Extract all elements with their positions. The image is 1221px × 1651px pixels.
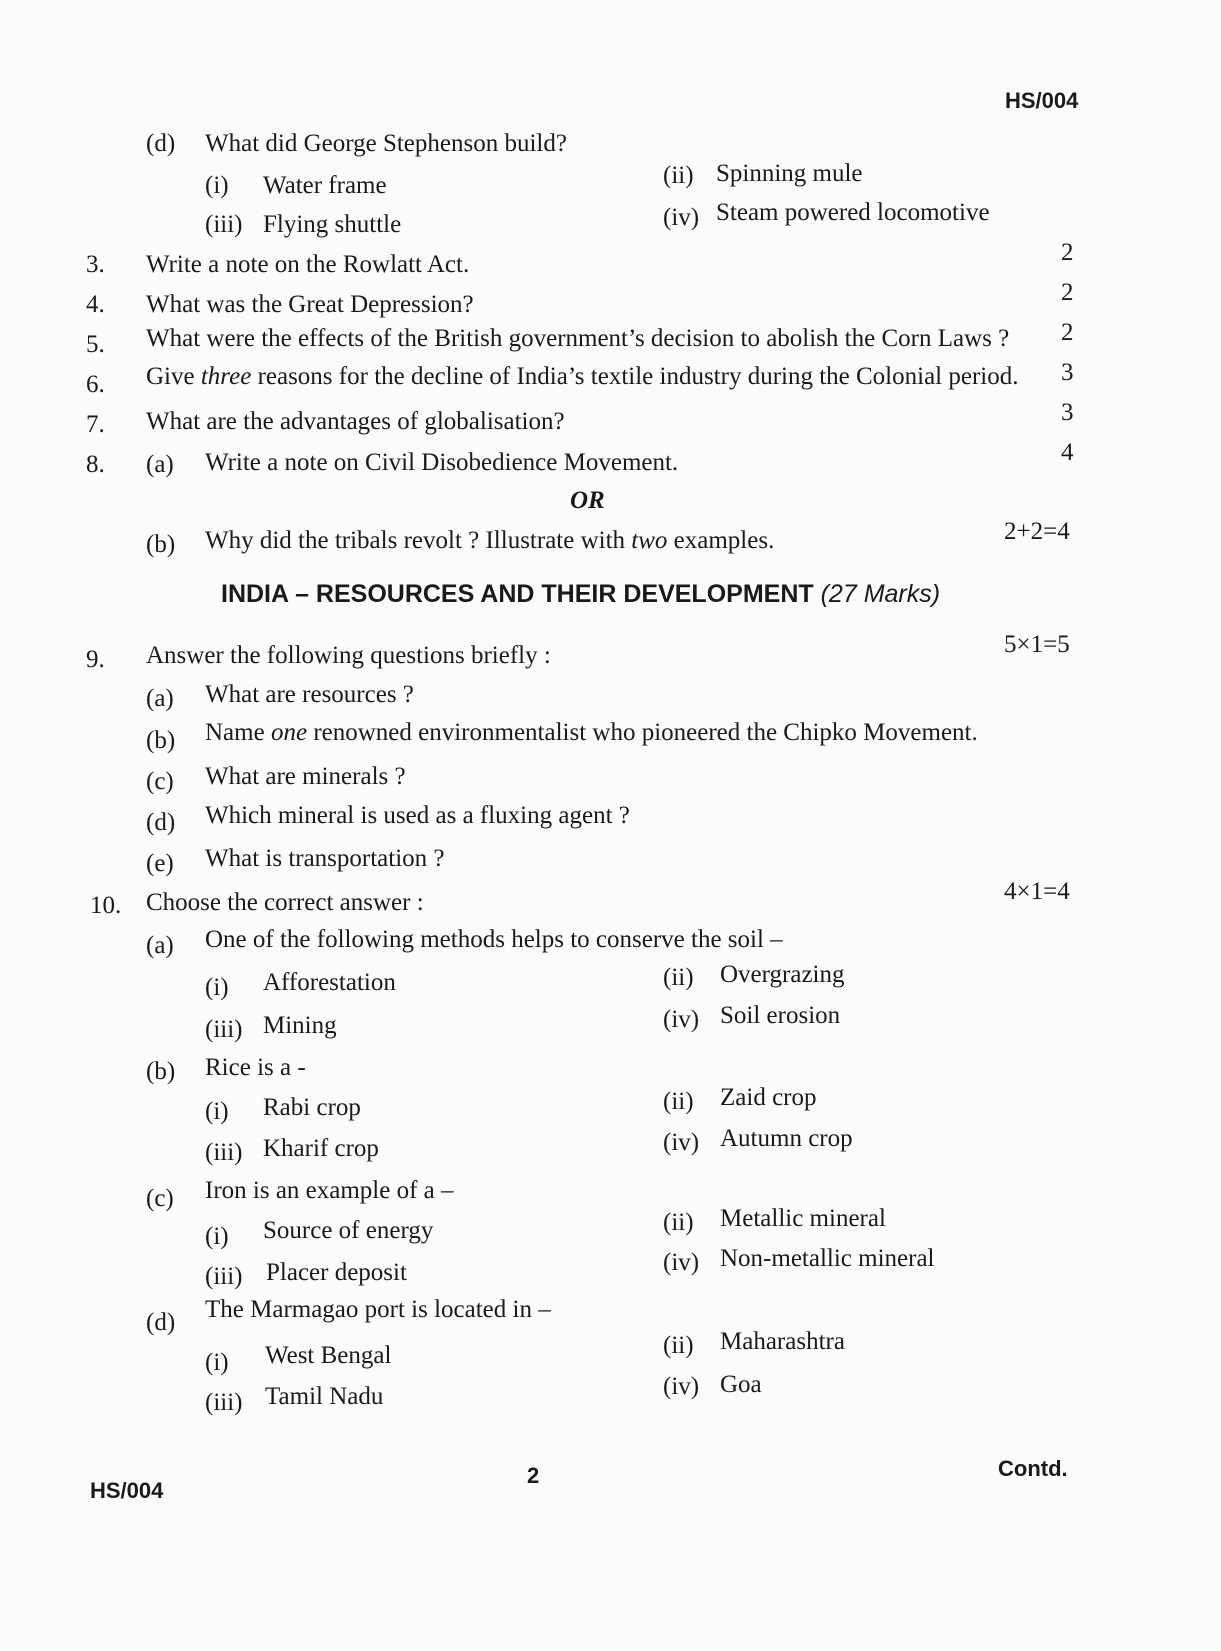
q5-text: What were the effects of the British government’s decision to abolish the Corn Laws ? bbox=[146, 325, 1010, 352]
q10c-opt4-num: (iv) bbox=[663, 1249, 700, 1276]
q9a-text: What are resources ? bbox=[205, 681, 414, 708]
q4-marks: 2 bbox=[1061, 279, 1074, 306]
q10c-opt2-num: (ii) bbox=[663, 1209, 694, 1236]
q10c-label: (c) bbox=[146, 1185, 174, 1212]
contd-label: Contd. bbox=[998, 1456, 1068, 1481]
q10a-opt1-text: Afforestation bbox=[263, 969, 396, 996]
q10d-opt4-text: Goa bbox=[720, 1371, 762, 1398]
q9b-text-post: renowned environmentalist who pioneered the Chipko Movement. bbox=[307, 719, 978, 746]
q2d-opt4-text: Steam powered locomotive bbox=[716, 199, 990, 226]
q8-num: 8. bbox=[86, 451, 105, 478]
q9c-text: What are minerals ? bbox=[205, 763, 406, 790]
q10c-opt2-text: Metallic mineral bbox=[720, 1205, 886, 1232]
q2d-opt1-num: (i) bbox=[205, 172, 229, 199]
q9-num: 9. bbox=[86, 646, 105, 673]
q3-marks: 2 bbox=[1061, 239, 1074, 266]
q6-text-post: reasons for the decline of India’s textile industry during the Colonial period. bbox=[251, 363, 1019, 390]
q10c-opt3-num: (iii) bbox=[205, 1263, 243, 1290]
q2d-opt2-text: Spinning mule bbox=[716, 160, 863, 187]
q10b-opt3-text: Kharif crop bbox=[263, 1135, 379, 1162]
q10c-opt1-num: (i) bbox=[205, 1223, 229, 1250]
q9d-label: (d) bbox=[146, 809, 176, 836]
q10d-opt3-num: (iii) bbox=[205, 1389, 243, 1416]
q9-marks: 5×1=5 bbox=[1004, 631, 1070, 658]
section-title: INDIA – RESOURCES AND THEIR DEVELOPMENT bbox=[221, 580, 814, 608]
q9e-label: (e) bbox=[146, 850, 174, 877]
q10-marks: 4×1=4 bbox=[1004, 878, 1070, 905]
q6-text-pre: Give bbox=[146, 363, 201, 390]
q3-num: 3. bbox=[86, 251, 105, 278]
q9b-text-pre: Name bbox=[205, 719, 271, 746]
q9a-label: (a) bbox=[146, 685, 174, 712]
q10d-opt1-text: West Bengal bbox=[265, 1342, 392, 1369]
q3-text: Write a note on the Rowlatt Act. bbox=[146, 251, 470, 278]
q2d-label: (d) bbox=[146, 130, 176, 157]
q8a-text: Write a note on Civil Disobedience Movement. bbox=[205, 449, 679, 476]
q2d-opt4-num: (iv) bbox=[663, 204, 700, 231]
q10d-opt2-num: (ii) bbox=[663, 1332, 694, 1359]
q9b-text bbox=[205, 720, 978, 745]
q9-text: Answer the following questions briefly : bbox=[146, 642, 551, 669]
q10a-label: (a) bbox=[146, 932, 174, 959]
section-heading bbox=[221, 582, 940, 607]
q10a-opt3-num: (iii) bbox=[205, 1016, 243, 1043]
q2d-opt2-num: (ii) bbox=[663, 162, 694, 189]
q8a-label: (a) bbox=[146, 451, 174, 478]
header-code: HS/004 bbox=[1005, 88, 1079, 113]
q10b-opt1-text: Rabi crop bbox=[263, 1094, 361, 1121]
q8b-text-pre: Why did the tribals revolt ? Illustrate with bbox=[205, 527, 632, 554]
q9b-text-emphasis: one bbox=[270, 719, 308, 746]
q5-marks: 2 bbox=[1061, 319, 1074, 346]
q10a-opt2-num: (ii) bbox=[663, 964, 694, 991]
q6-text-emphasis: three bbox=[200, 363, 252, 390]
q2d-text: What did George Stephenson build? bbox=[205, 130, 567, 157]
q10a-opt4-num: (iv) bbox=[663, 1006, 700, 1033]
q9e-text: What is transportation ? bbox=[205, 845, 445, 872]
q7-text: What are the advantages of globalisation? bbox=[146, 408, 565, 435]
q8b-label: (b) bbox=[146, 531, 176, 558]
q2d-opt1-text: Water frame bbox=[263, 172, 387, 199]
q9b-label: (b) bbox=[146, 727, 176, 754]
q10c-opt4-text: Non-metallic mineral bbox=[720, 1245, 935, 1272]
q5-num: 5. bbox=[86, 331, 105, 358]
footer-code: HS/004 bbox=[90, 1478, 164, 1503]
q4-text: What was the Great Depression? bbox=[146, 291, 474, 318]
q10c-opt1-text: Source of energy bbox=[263, 1217, 434, 1244]
q10c-opt3-text: Placer deposit bbox=[266, 1259, 407, 1286]
q10c-text: Iron is an example of a – bbox=[205, 1177, 454, 1204]
q10d-opt2-text: Maharashtra bbox=[720, 1328, 845, 1355]
q8b-marks: 2+2=4 bbox=[1004, 518, 1070, 545]
q7-num: 7. bbox=[86, 411, 105, 438]
q9d-text: Which mineral is used as a fluxing agent ? bbox=[205, 802, 630, 829]
q10b-opt4-num: (iv) bbox=[663, 1129, 700, 1156]
q10d-opt4-num: (iv) bbox=[663, 1373, 700, 1400]
q10a-opt2-text: Overgrazing bbox=[720, 961, 845, 988]
q7-marks: 3 bbox=[1061, 399, 1074, 426]
q10b-opt2-num: (ii) bbox=[663, 1088, 694, 1115]
q10b-opt2-text: Zaid crop bbox=[720, 1084, 817, 1111]
q9c-label: (c) bbox=[146, 768, 174, 795]
q10b-label: (b) bbox=[146, 1058, 176, 1085]
q10b-opt1-num: (i) bbox=[205, 1098, 229, 1125]
q10b-opt4-text: Autumn crop bbox=[720, 1125, 853, 1152]
section-marks: (27 Marks) bbox=[820, 580, 941, 608]
q10d-opt3-text: Tamil Nadu bbox=[265, 1383, 384, 1410]
q10b-text: Rice is a - bbox=[205, 1054, 306, 1081]
q4-num: 4. bbox=[86, 291, 105, 318]
q2d-opt3-num: (iii) bbox=[205, 211, 243, 238]
q10a-opt1-num: (i) bbox=[205, 974, 229, 1001]
q8-marks: 4 bbox=[1061, 439, 1074, 466]
q10b-opt3-num: (iii) bbox=[205, 1139, 243, 1166]
q8b-text-emphasis: two bbox=[631, 527, 668, 554]
q8b-text-post: examples. bbox=[667, 527, 775, 554]
q10a-opt4-text: Soil erosion bbox=[720, 1002, 841, 1029]
q6-text bbox=[146, 364, 1019, 389]
q10d-text: The Marmagao port is located in – bbox=[205, 1296, 551, 1323]
or-separator: OR bbox=[570, 487, 605, 514]
q6-num: 6. bbox=[86, 371, 105, 398]
q10a-opt3-text: Mining bbox=[263, 1012, 337, 1039]
q6-marks: 3 bbox=[1061, 359, 1074, 386]
q10d-opt1-num: (i) bbox=[205, 1349, 229, 1376]
q8b-text bbox=[205, 528, 774, 553]
q10-text: Choose the correct answer : bbox=[146, 889, 424, 916]
page-number: 2 bbox=[527, 1463, 540, 1488]
q10d-label: (d) bbox=[146, 1309, 176, 1336]
q10-num: 10. bbox=[90, 892, 122, 919]
q2d-opt3-text: Flying shuttle bbox=[263, 211, 402, 238]
q10a-text: One of the following methods helps to conserve the soil – bbox=[205, 926, 783, 953]
